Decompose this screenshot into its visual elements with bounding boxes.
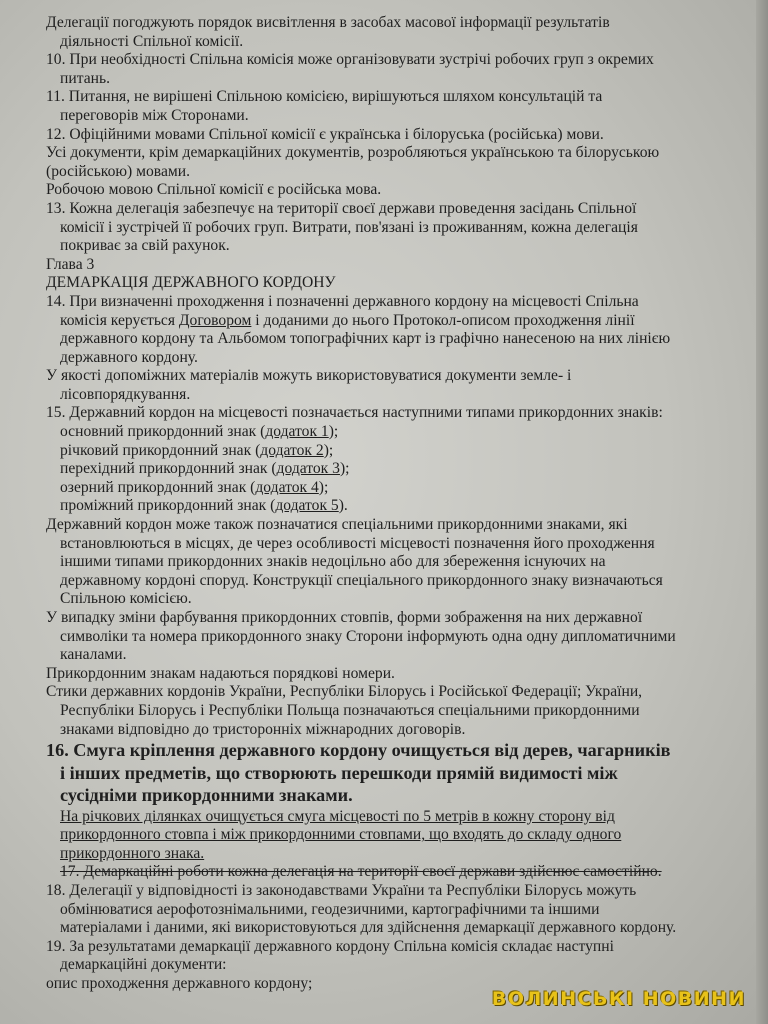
text-line: Республіки Білорусь і Республіки Польща позначаються спеціальними прикордонними: [60, 701, 640, 719]
underlined-line: прикордонного стовпа і між прикордонними стовпами, що входять до складу одного: [60, 826, 622, 844]
text-line: 14. При визначенні проходження і позначенні державного кордону на місцевості Спільна: [46, 292, 639, 310]
text-line: матеріалами і даними, які використовуються для здійснення демаркації державного кордону.: [60, 919, 677, 937]
text-line: опис проходження державного кордону;: [46, 975, 313, 992]
chapter-label: Глава 3: [46, 255, 95, 273]
sign-type-item: перехідний прикордонний знак (додаток 3);: [60, 460, 350, 478]
text-line: переговорів між Сторонами.: [60, 106, 249, 124]
text-line: демаркаційні документи:: [60, 956, 227, 974]
news-watermark: ВОЛИНСЬКІ НОВИНИ: [491, 988, 746, 1010]
sign-type-item: озерний прикордонний знак (додаток 4);: [60, 478, 329, 496]
text-line: встановлюються в місцях, де через особливості місцевості позначення його проходження: [60, 534, 655, 552]
underlined-line: прикордонного знака.: [60, 844, 205, 862]
text-line: символіки та номера прикордонного знаку Сторони інформують одна одну дипломатичними: [60, 627, 676, 645]
sign-type-item: річковий прикордонний знак (додаток 2);: [60, 441, 334, 459]
text-line: покриває за свій рахунок.: [60, 237, 230, 255]
text-line: питань.: [60, 69, 110, 87]
text-line: державного кордону.: [60, 348, 198, 366]
text-line: обмінюватися аерофотознімальними, геодезичними, картографічними та іншими: [60, 900, 600, 918]
appendix-link[interactable]: додаток 4: [255, 478, 319, 496]
text-line: 10. При необхідності Спільна комісія може організовувати зустрічі робочих груп з окремих: [46, 51, 654, 69]
text-line: 15. Державний кордон на місцевості позначається наступними типами прикордонних знаків:: [46, 404, 663, 422]
text-line: іншими типами прикордонних знаків недоцільно або для збереження існуючих на: [60, 553, 606, 571]
text-line: діяльності Спільної комісії.: [60, 32, 244, 50]
text-line: Робочою мовою Спільної комісії є російська мова.: [46, 181, 382, 199]
page-edge: [756, 0, 768, 1024]
text-line: Прикордонним знакам надаються порядкові номери.: [46, 664, 395, 682]
text-line: 12. Офіційними мовами Спільної комісії є українська і білоруська (російська) мови.: [46, 125, 604, 143]
treaty-link[interactable]: Договором: [178, 311, 252, 329]
text-line: (російською) мовами.: [46, 162, 190, 180]
text-line: Усі документи, крім демаркаційних документів, розробляються українською та білоруською: [46, 144, 660, 162]
text-line: 11. Питання, не вирішені Спільною комісією, вирішуються шляхом консультацій та: [46, 88, 603, 106]
text-line: У випадку зміни фарбування прикордонних стовпів, форми зображення на них державної: [46, 609, 643, 626]
appendix-link[interactable]: додаток 5: [275, 497, 339, 515]
document-body: [46, 14, 696, 994]
text-line: комісії і зустрічей її робочих груп. Витрати, пов'язані із проживанням, кожна делегація: [60, 218, 638, 236]
bold-paragraph-line: і інших предметів, що створюють перешкоди прямій видимості між: [60, 762, 618, 783]
struck-line: 17. Демаркаційні роботи кожна делегація на території своєї держави здійснює самостійно.: [60, 863, 662, 881]
text-line: державному кордоні споруд. Конструкції спеціального прикордонного знаку визначаються: [60, 571, 663, 589]
appendix-link[interactable]: додаток 3: [276, 460, 340, 478]
sign-type-item: основний прикордонний знак (додаток 1);: [60, 423, 339, 441]
bold-paragraph-line: сусідніми прикордонними знаками.: [60, 785, 353, 806]
chapter-title: ДЕМАРКАЦІЯ ДЕРЖАВНОГО КОРДОНУ: [46, 274, 336, 292]
text-line: знаками відповідно до тристоронніх міжнародних договорів.: [60, 720, 466, 738]
text-line: Спільною комісією.: [60, 590, 192, 608]
text-line: Стики державних кордонів України, Республіки Білорусь і Російської Федерації; України,: [46, 683, 643, 701]
text-line: 13. Кожна делегація забезпечує на території своєї держави проведення засідань Спільної: [46, 199, 637, 217]
bold-paragraph-line: 16. Смуга кріплення державного кордону очищується від дерев, чагарників: [46, 740, 671, 761]
text-line: 18. Делегації у відповідності із законодавствами України та Республіки Білорусь можуть: [46, 882, 637, 900]
text-line: лісовпорядкування.: [60, 385, 191, 403]
text-line: Делегації погоджують порядок висвітлення в засобах масової інформації результатів: [46, 14, 610, 31]
appendix-link[interactable]: додаток 2: [260, 441, 324, 459]
text-line: каналами.: [60, 646, 127, 664]
underlined-line: На річкових ділянках очищується смуга місцевості по 5 метрів в кожну сторону від: [60, 807, 615, 825]
appendix-link[interactable]: додаток 1: [265, 423, 329, 441]
sign-type-item: проміжний прикордонний знак (додаток 5).: [60, 497, 348, 515]
text-line: державного кордону та Альбомом топографічних карт із графічно нанесеною на них лінією: [60, 330, 671, 348]
text-line: 19. За результатами демаркації державного кордону Спільна комісія складає наступні: [46, 937, 614, 955]
text-line: У якості допоміжних матеріалів можуть використовуватися документи земле- і: [46, 367, 572, 385]
text-line: Державний кордон може також позначатися спеціальними прикордонними знаками, які: [46, 516, 628, 534]
text-line: комісія керується Договором і доданими до нього Протокол-описом проходження лінії: [60, 311, 635, 329]
